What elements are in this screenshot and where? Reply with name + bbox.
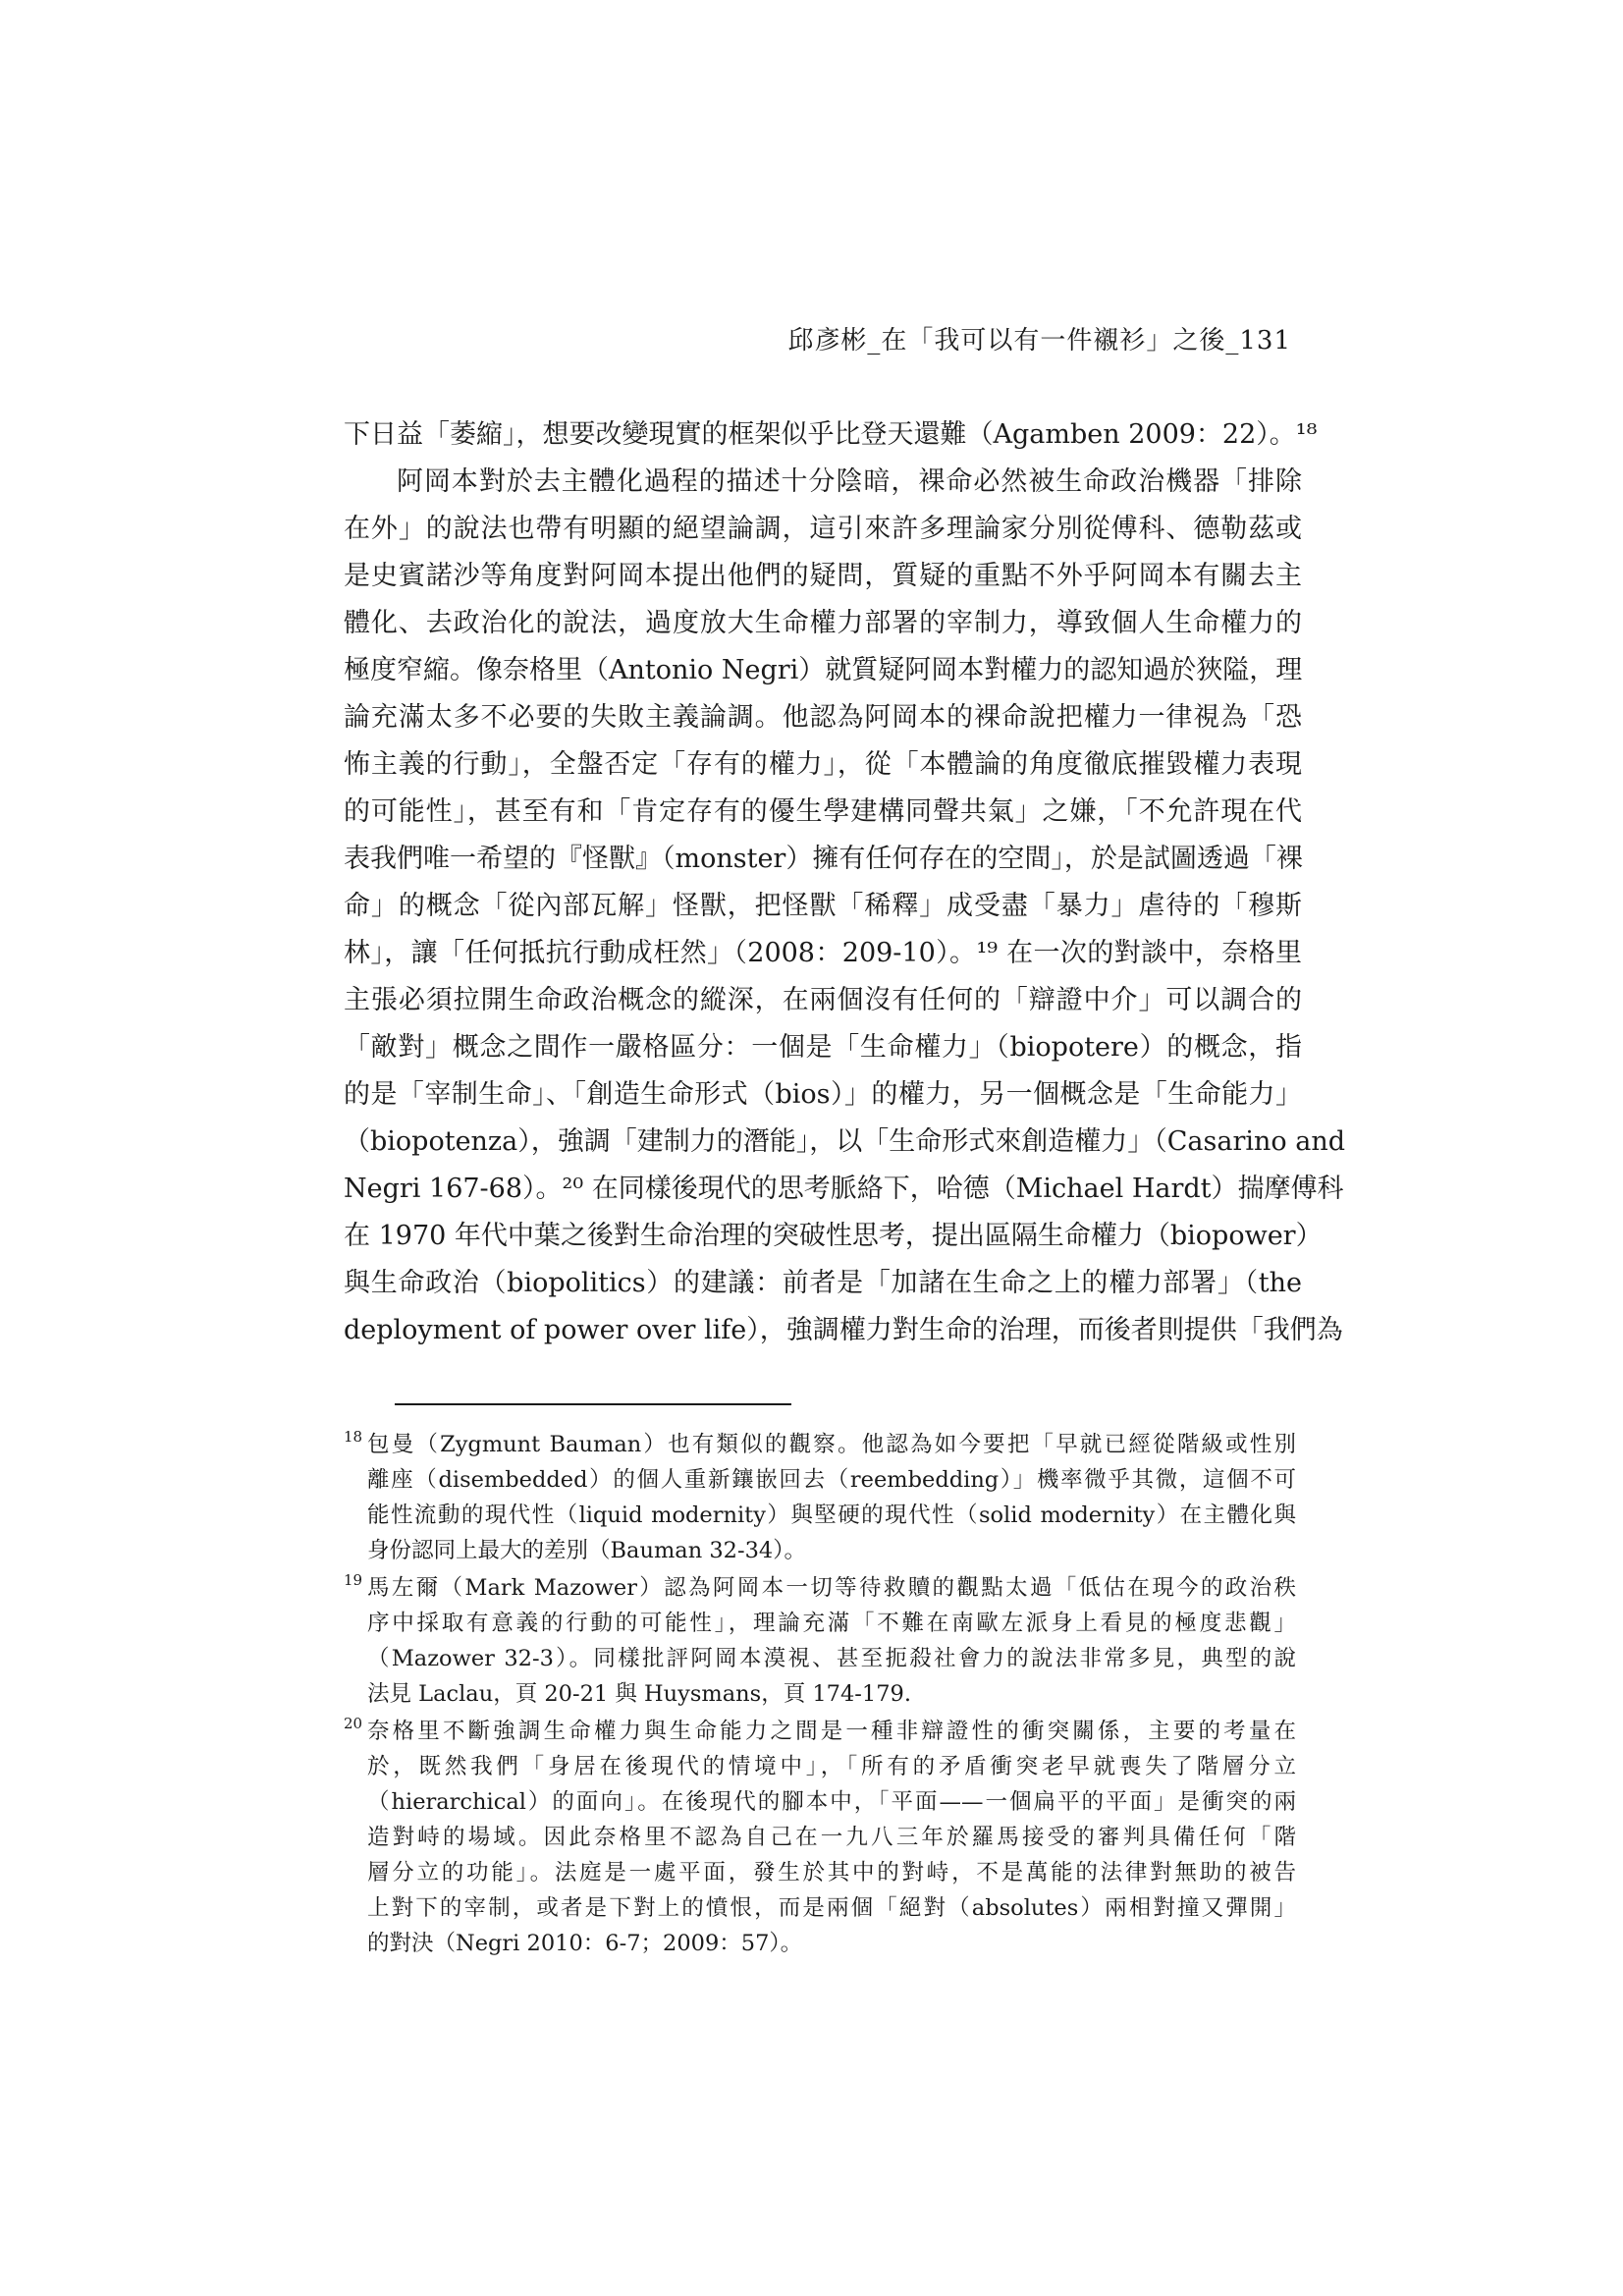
footnote-number: 19: [344, 1571, 363, 1589]
body-line: 在外」的說法也帶有明顯的絕望論調，這引來許多理論家分別從傅科、德勒茲或: [344, 514, 1302, 544]
footnote-line: 於，既然我們「身居在後現代的情境中」，「所有的矛盾衝突老早就喪失了階層分立: [367, 1754, 1296, 1779]
body-line: Negri 167-68）。²⁰ 在同樣後現代的思考脈絡下，哈德（Michael Hardt）揣摩傅科: [344, 1174, 1344, 1204]
footnote-line: 身份認同上最大的差別（Bauman 32-34）。: [367, 1538, 806, 1563]
footnote-number: 20: [344, 1715, 363, 1732]
footnote-line: 離座（disembedded）的個人重新鑲嵌回去（reembedding）」機率微乎其微，這個不可: [367, 1467, 1296, 1493]
body-line: 與生命政治（biopolitics）的建議：前者是「加諸在生命之上的權力部署」（the: [344, 1268, 1302, 1298]
body-line: 的是「宰制生命」、「創造生命形式（bios）」的權力，另一個概念是「生命能力」: [344, 1079, 1302, 1110]
footnote-divider: [395, 1403, 791, 1405]
body-line: 下日益「萎縮」，想要改變現實的框架似乎比登天還難（Agamben 2009：22）。¹⁸: [344, 419, 1318, 450]
body-line: 林」，讓「任何抵抗行動成枉然」（2008：209-10）。¹⁹ 在一次的對談中，奈格里: [344, 938, 1302, 968]
running-header: 邱彥彬_在「我可以有一件襯衫」之後_131: [787, 326, 1291, 355]
body-line: 表我們唯一希望的『怪獸』（monster）擁有任何存在的空間」，於是試圖透過「裸: [344, 844, 1303, 874]
body-line: 命」的概念「從內部瓦解」怪獸，把怪獸「稀釋」成受盡「暴力」虐待的「穆斯: [344, 891, 1302, 921]
footnote-line: 造對峙的場域。因此奈格里不認為自己在一九八三年於羅馬接受的審判具備任何「階: [367, 1825, 1296, 1850]
footnote-line: 奈格里不斷強調生命權力與生命能力之間是一種非辯證性的衝突關係，主要的考量在: [367, 1719, 1296, 1744]
body-line: 的可能性」，甚至有和「肯定存有的優生學建構同聲共氣」之嫌，「不允許現在代: [344, 796, 1302, 827]
body-line: 主張必須拉開生命政治概念的縱深，在兩個沒有任何的「辯證中介」可以調合的: [344, 985, 1302, 1015]
footnote-line: 的對決（Negri 2010：6-7；2009：57）。: [367, 1931, 803, 1956]
body-line: deployment of power over life），強調權力對生命的治理，而後者則提供「我們為: [344, 1315, 1343, 1345]
footnote-line: （hierarchical）的面向」。在後現代的腳本中，「平面——一個扁平的平面」是衝突的兩: [367, 1789, 1296, 1815]
body-line: 是史賓諾沙等角度對阿岡本提出他們的疑問，質疑的重點不外乎阿岡本有關去主: [344, 561, 1302, 591]
body-line: 體化、去政治化的說法，過度放大生命權力部署的宰制力，導致個人生命權力的: [344, 608, 1302, 638]
body-line: （biopotenza），強調「建制力的潛能」，以「生命形式來創造權力」（Casarino and: [344, 1126, 1346, 1157]
body-line: 阿岡本對於去主體化過程的描述十分陰暗，裸命必然被生命政治機器「排除: [397, 466, 1302, 497]
footnote-line: 法見 Laclau，頁 20-21 與 Huysmans，頁 174-179.: [367, 1681, 911, 1707]
footnote-line: （Mazower 32-3）。同樣批評阿岡本漠視、甚至扼殺社會力的說法非常多見，典型的說: [367, 1646, 1296, 1671]
body-line: 極度窄縮。像奈格里（Antonio Negri）就質疑阿岡本對權力的認知過於狹隘，理: [344, 655, 1303, 685]
footnote-line: 層分立的功能」。法庭是一處平面，發生於其中的對峙，不是萬能的法律對無助的被告: [367, 1860, 1296, 1886]
body-line: 在 1970 年代中葉之後對生命治理的突破性思考，提出區隔生命權力（biopower）: [344, 1221, 1323, 1251]
footnote-line: 序中採取有意義的行動的可能性」，理論充滿「不難在南歐左派身上看見的極度悲觀」: [367, 1611, 1296, 1636]
body-line: 論充滿太多不必要的失敗主義論調。他認為阿岡本的裸命說把權力一律視為「恐: [344, 702, 1302, 733]
body-line: 「敵對」概念之間作一嚴格區分：一個是「生命權力」（biopotere）的概念，指: [344, 1032, 1302, 1063]
body-line: 怖主義的行動」，全盤否定「存有的權力」，從「本體論的角度徹底摧毀權力表現: [344, 749, 1302, 780]
footnote-line: 馬左爾（Mark Mazower）認為阿岡本一切等待救贖的觀點太過「低估在現今的政治秩: [367, 1575, 1296, 1601]
footnote-line: 能性流動的現代性（liquid modernity）與堅硬的現代性（solid modernity）在主體化與: [367, 1503, 1296, 1528]
footnote-line: 包曼（Zygmunt Bauman）也有類似的觀察。他認為如今要把「早就已經從階級或性別: [367, 1432, 1296, 1457]
footnote-line: 上對下的宰制，或者是下對上的憤恨，而是兩個「絕對（absolutes）兩相對撞又彈開」: [367, 1895, 1296, 1921]
footnote-number: 18: [344, 1428, 363, 1446]
